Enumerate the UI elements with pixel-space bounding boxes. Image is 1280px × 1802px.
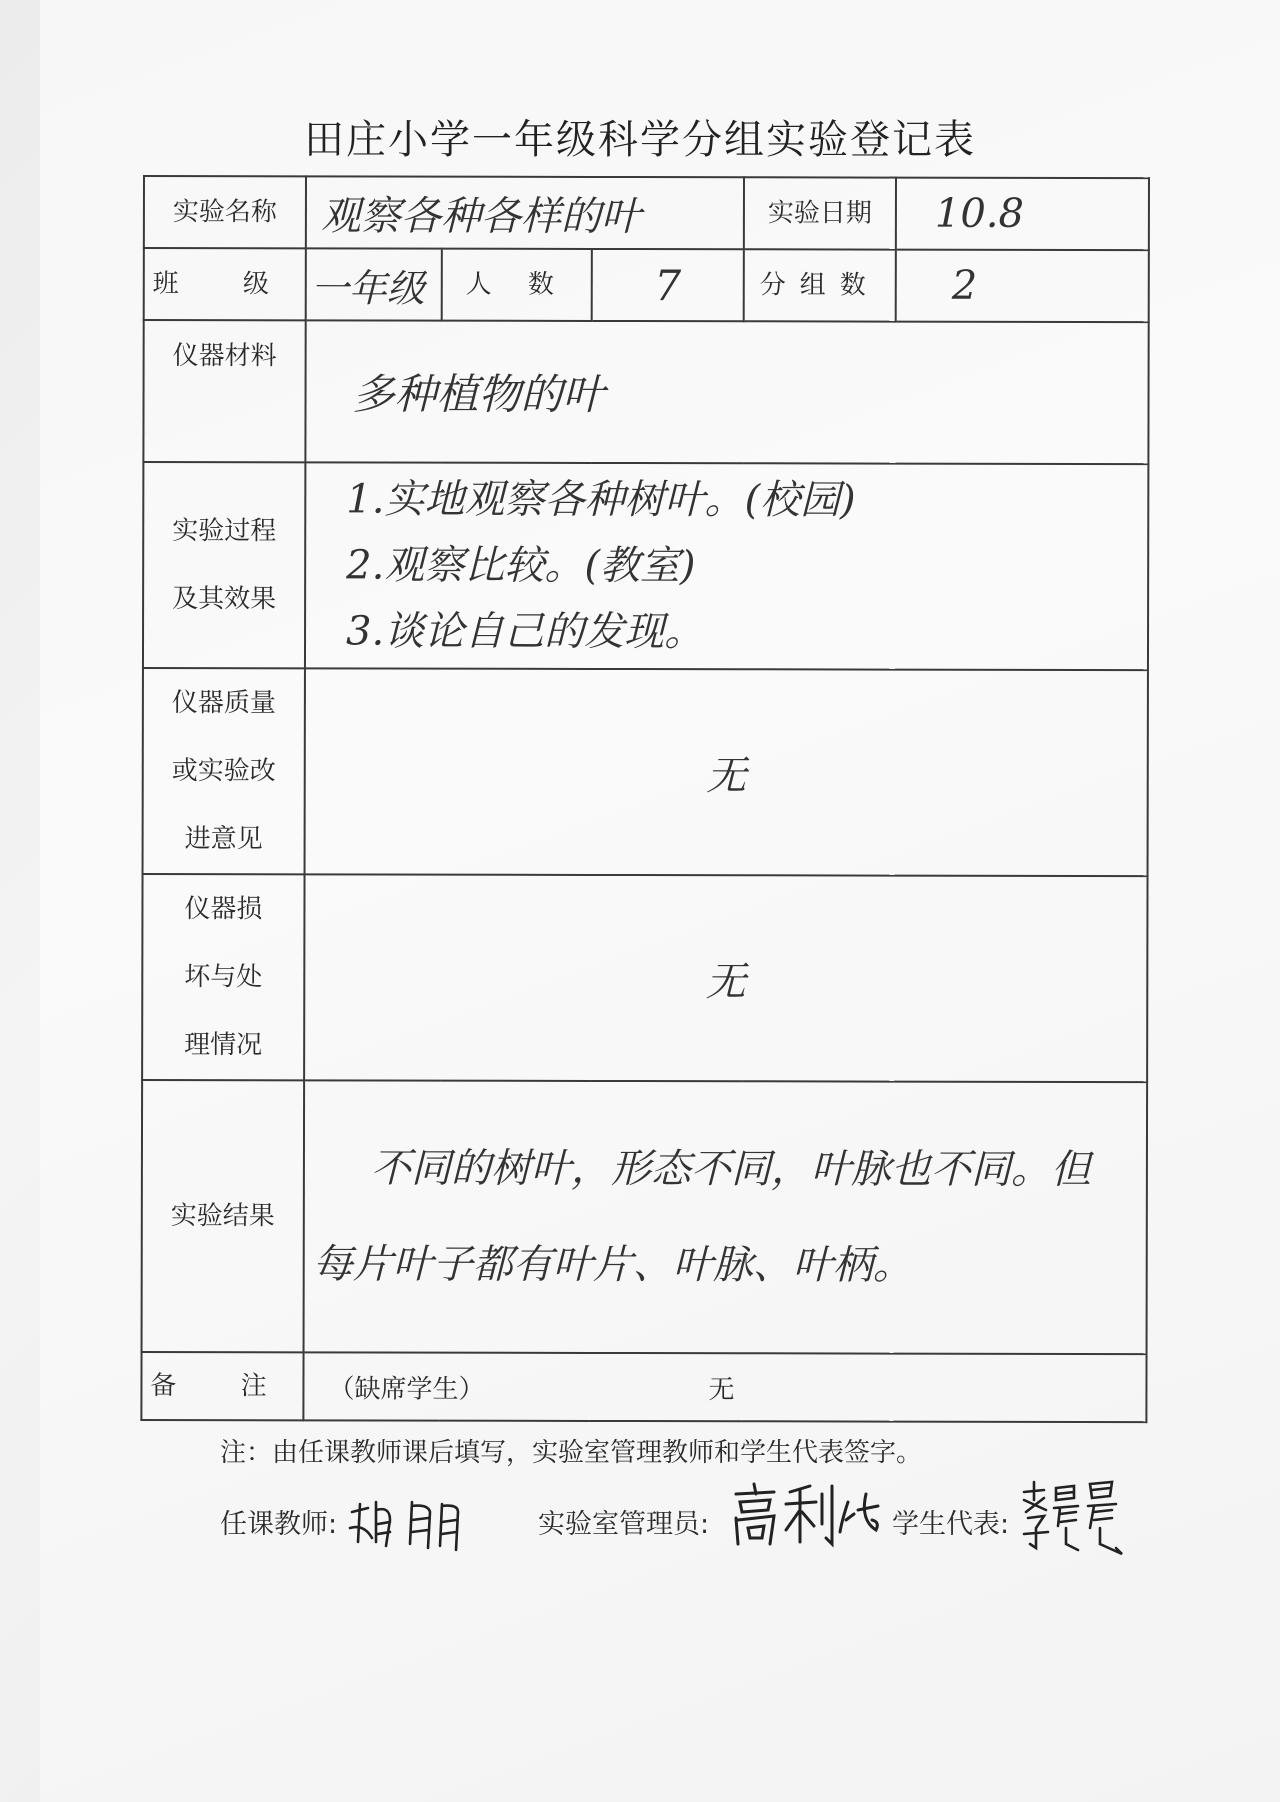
label-damage-line1: 仪器损 (184, 894, 263, 925)
value-remarks: 无 (708, 1374, 735, 1405)
row-name-date (144, 176, 1149, 250)
row-process (143, 462, 1148, 670)
registration-form (140, 175, 1150, 1423)
label-remarks-prefix: （缺席学生） (328, 1373, 485, 1405)
lab-admin-label: 实验室管理员: (538, 1509, 710, 1540)
cell-class (306, 248, 442, 320)
cell-quality (305, 668, 1148, 876)
label-materials: 仪器材料 (143, 320, 305, 462)
cell-result (304, 1080, 1148, 1354)
student-rep-label: 学生代表: (892, 1509, 1010, 1540)
value-result-line2: 每片叶子都有叶片、叶脉、叶柄。 (312, 1241, 913, 1289)
lab-admin-signature (730, 1480, 880, 1552)
label-groups: 分组数 (744, 249, 896, 321)
footnote: 注：由任课教师课后填写，实验室管理教师和学生代表签字。 (220, 1438, 923, 1468)
teacher-label: 任课教师: (220, 1509, 338, 1540)
cell-experiment-name (306, 176, 744, 249)
value-experiment-date: 10.8 (934, 190, 1025, 237)
label-remarks: 备 注 (141, 1352, 303, 1420)
label-quality-line1: 仪器质量 (171, 688, 276, 719)
label-damage (142, 874, 304, 1080)
value-result-line1: 不同的树叶，形态不同，叶脉也不同。但 (370, 1145, 1091, 1193)
cell-people (592, 249, 744, 321)
teacher-signature (346, 1494, 486, 1554)
cell-remarks (303, 1352, 1146, 1422)
signature-row (220, 1494, 1170, 1574)
label-result: 实验结果 (142, 1080, 305, 1352)
row-result (142, 1080, 1148, 1354)
label-people: 人 数 (442, 249, 592, 321)
row-damage (142, 874, 1147, 1082)
label-damage-line2: 坏与处 (184, 962, 263, 993)
cell-process (305, 462, 1148, 670)
label-class: 班 级 (144, 248, 306, 320)
label-damage-line3: 理情况 (184, 1030, 263, 1061)
value-materials: 多种植物的叶 (352, 369, 605, 419)
label-experiment-name: 实验名称 (144, 176, 306, 248)
value-process-step-1: 1.实地观察各种树叶。(校园) (346, 476, 856, 524)
value-process-step-3: 3.谈论自己的发现。 (345, 608, 705, 656)
label-process-line1: 实验过程 (172, 516, 277, 547)
value-damage: 无 (705, 958, 746, 1005)
label-quality (143, 668, 305, 874)
value-groups: 2 (951, 262, 978, 309)
label-experiment-date: 实验日期 (744, 177, 896, 249)
student-rep-signature (1020, 1478, 1150, 1568)
cell-experiment-date (896, 178, 1149, 251)
row-class-people-groups (144, 248, 1149, 322)
label-process (143, 462, 305, 668)
label-quality-line3: 进意见 (184, 824, 263, 855)
label-quality-line2: 或实验改 (171, 756, 276, 787)
row-quality (143, 668, 1148, 876)
form-title: 田庄小学一年级科学分组实验登记表 (304, 117, 976, 163)
label-process-line2: 及其效果 (172, 584, 277, 615)
value-class: 一年级 (310, 265, 425, 311)
value-quality: 无 (706, 752, 747, 799)
value-process-step-2: 2.观察比较。(教室) (346, 542, 696, 590)
cell-damage (304, 874, 1147, 1082)
value-people: 7 (654, 260, 682, 310)
row-materials (143, 320, 1148, 464)
row-remarks (141, 1352, 1146, 1422)
cell-groups (896, 250, 1149, 323)
value-experiment-name: 观察各种各样的叶 (320, 192, 641, 240)
cell-materials (305, 320, 1148, 464)
